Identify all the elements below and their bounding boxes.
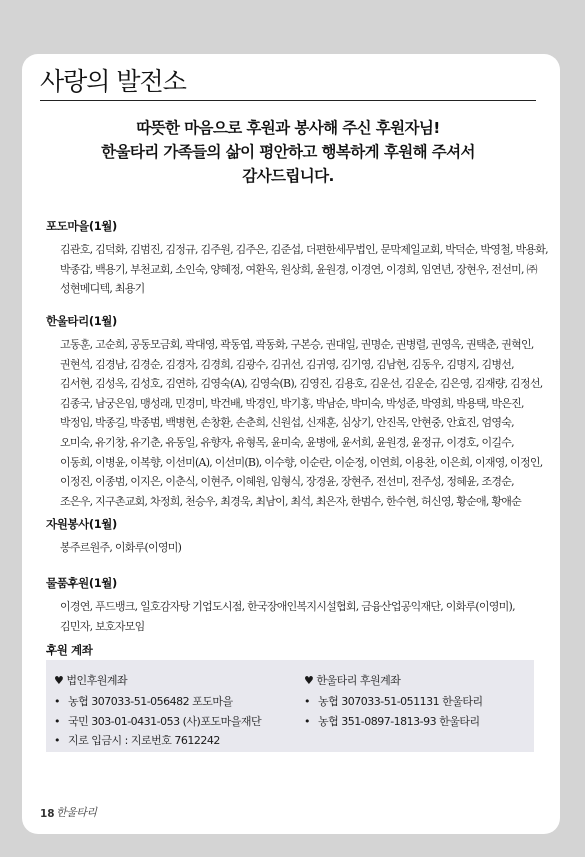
donor-list: 김관호, 김덕화, 김범진, 김정규, 김주원, 김주은, 김준섭, 더편한세무법인, 문막제일교회, 박덕순, 박영철, 박용화, 박종갑, 백용기, 부천교회, 소인숙, 양혜정, 여환옥, 원상희, 윤원경, 이경연, 이경희, 임연년, 장현우, 전선미, ㈜성현메디텍, 최용기 — [60, 243, 548, 296]
heart-icon: ♥ — [54, 674, 64, 687]
account-column-title: 한울타리 후원계좌 — [316, 674, 401, 687]
section-heading: 자원봉사(1월) — [46, 517, 117, 531]
account-column-title: 법인후원계좌 — [66, 674, 128, 687]
bullet-icon: • — [54, 734, 60, 747]
thanks-line: 한울타리 가족들의 삶이 평안하고 행복하게 후원해 주셔서 — [101, 143, 475, 161]
account-row: 지로 입금시 : 지로번호 7612242 — [68, 734, 220, 747]
hanultari-account-column — [304, 672, 483, 731]
goods-donor-list: 이경연, 푸드뱅크, 일호감자탕 기업도시점, 한국장애인복지시설협회, 금융산업공익재단, 이화루(이영미), 김민자, 보호자모임 — [60, 600, 515, 633]
account-info-box — [46, 660, 534, 752]
page-title: 사랑의 발전소 — [40, 67, 186, 96]
goods-donation-section — [40, 575, 548, 636]
section-heading: 물품후원(1월) — [46, 576, 117, 590]
thanks-line: 감사드립니다. — [242, 167, 334, 185]
account-row: 국민 303-01-0431-053 (사)포도마을재단 — [68, 714, 262, 728]
volunteer-section — [40, 516, 548, 558]
account-row: 농협 351-0897-1813-93 한울타리 — [318, 714, 480, 728]
bullet-icon: • — [54, 695, 60, 708]
page-number: 18 — [40, 808, 55, 820]
section-heading: 한울타리(1월) — [46, 314, 117, 328]
thanks-message — [40, 116, 536, 188]
donor-list: 고동훈, 고순희, 공동모금회, 곽대영, 곽동엽, 곽동화, 구본승, 권대일, 권명순, 권병렬, 권영옥, 권택춘, 권혁인, 권현석, 김경남, 김경순, 김경자, 김경희, 김광수, 김귀선, 김귀영, 김기영, 김남현, 김동우, 김명지, 김병선, 김서현, 김성옥, 김성호, 김연하, 김영숙(A), 김영숙(B), 김영진, 김용호, 김운선, 김운순, 김은영, 김재량, 김정선, 김종국, 남궁은임, 맹성래, 민경미, 박건배, 박경인, 박기홍, 박남순, 박미숙, 박성준, 박영희, 박용택, 박은진, 박정임, 박종길, 박종범, 백병현, 손창환, 손춘희, 신원섭, 신재훈, 심상기, 안진목, 안현중, 안효진, 엄영숙, 오미숙, 유기창, 유기춘, 유동일, 유향자, 유형목, 윤미숙, 윤병애, 윤서희, 윤원경, 윤정규, 이경호, 이길수, 이동희, 이병윤, 이복향, 이선미(A), 이선미(B), 이수향, 이순란, 이순정, 이연희, 이용찬, 이은희, 이재영, 이정인, 이정진, 이종범, 이지은, 이춘식, 이현주, 이혜원, 임형식, 장경윤, 장현주, 전선미, 전주성, 정혜윤, 조경순, 조은우, 지구촌교회, 차정희, 천승우, 최경욱, 최남이, 최석, 최은자, 한범수, 한수현, 허신영, 황순애, 황애순 — [60, 338, 543, 508]
account-row: 농협 307033-51-056482 포도마을 — [68, 695, 233, 708]
hanultari-logo: 한울타리 — [56, 806, 97, 819]
donor-section-hanultari — [40, 313, 548, 511]
thanks-line: 따뜻한 마음으로 후원과 봉사해 주신 후원자님! — [136, 119, 440, 137]
title-divider — [40, 100, 536, 101]
corporate-account-column — [54, 672, 261, 751]
donor-section-podomaeul — [40, 218, 548, 299]
volunteer-list: 봉주르원주, 이화루(이영미) — [60, 541, 182, 554]
heart-icon: ♥ — [304, 674, 314, 687]
account-row: 농협 307033-51-051131 한울타리 — [318, 695, 483, 708]
section-heading: 포도마을(1월) — [46, 219, 117, 233]
bullet-icon: • — [304, 695, 310, 708]
bullet-icon: • — [54, 714, 60, 728]
section-heading: 후원 계좌 — [46, 643, 93, 657]
bullet-icon: • — [304, 714, 310, 728]
